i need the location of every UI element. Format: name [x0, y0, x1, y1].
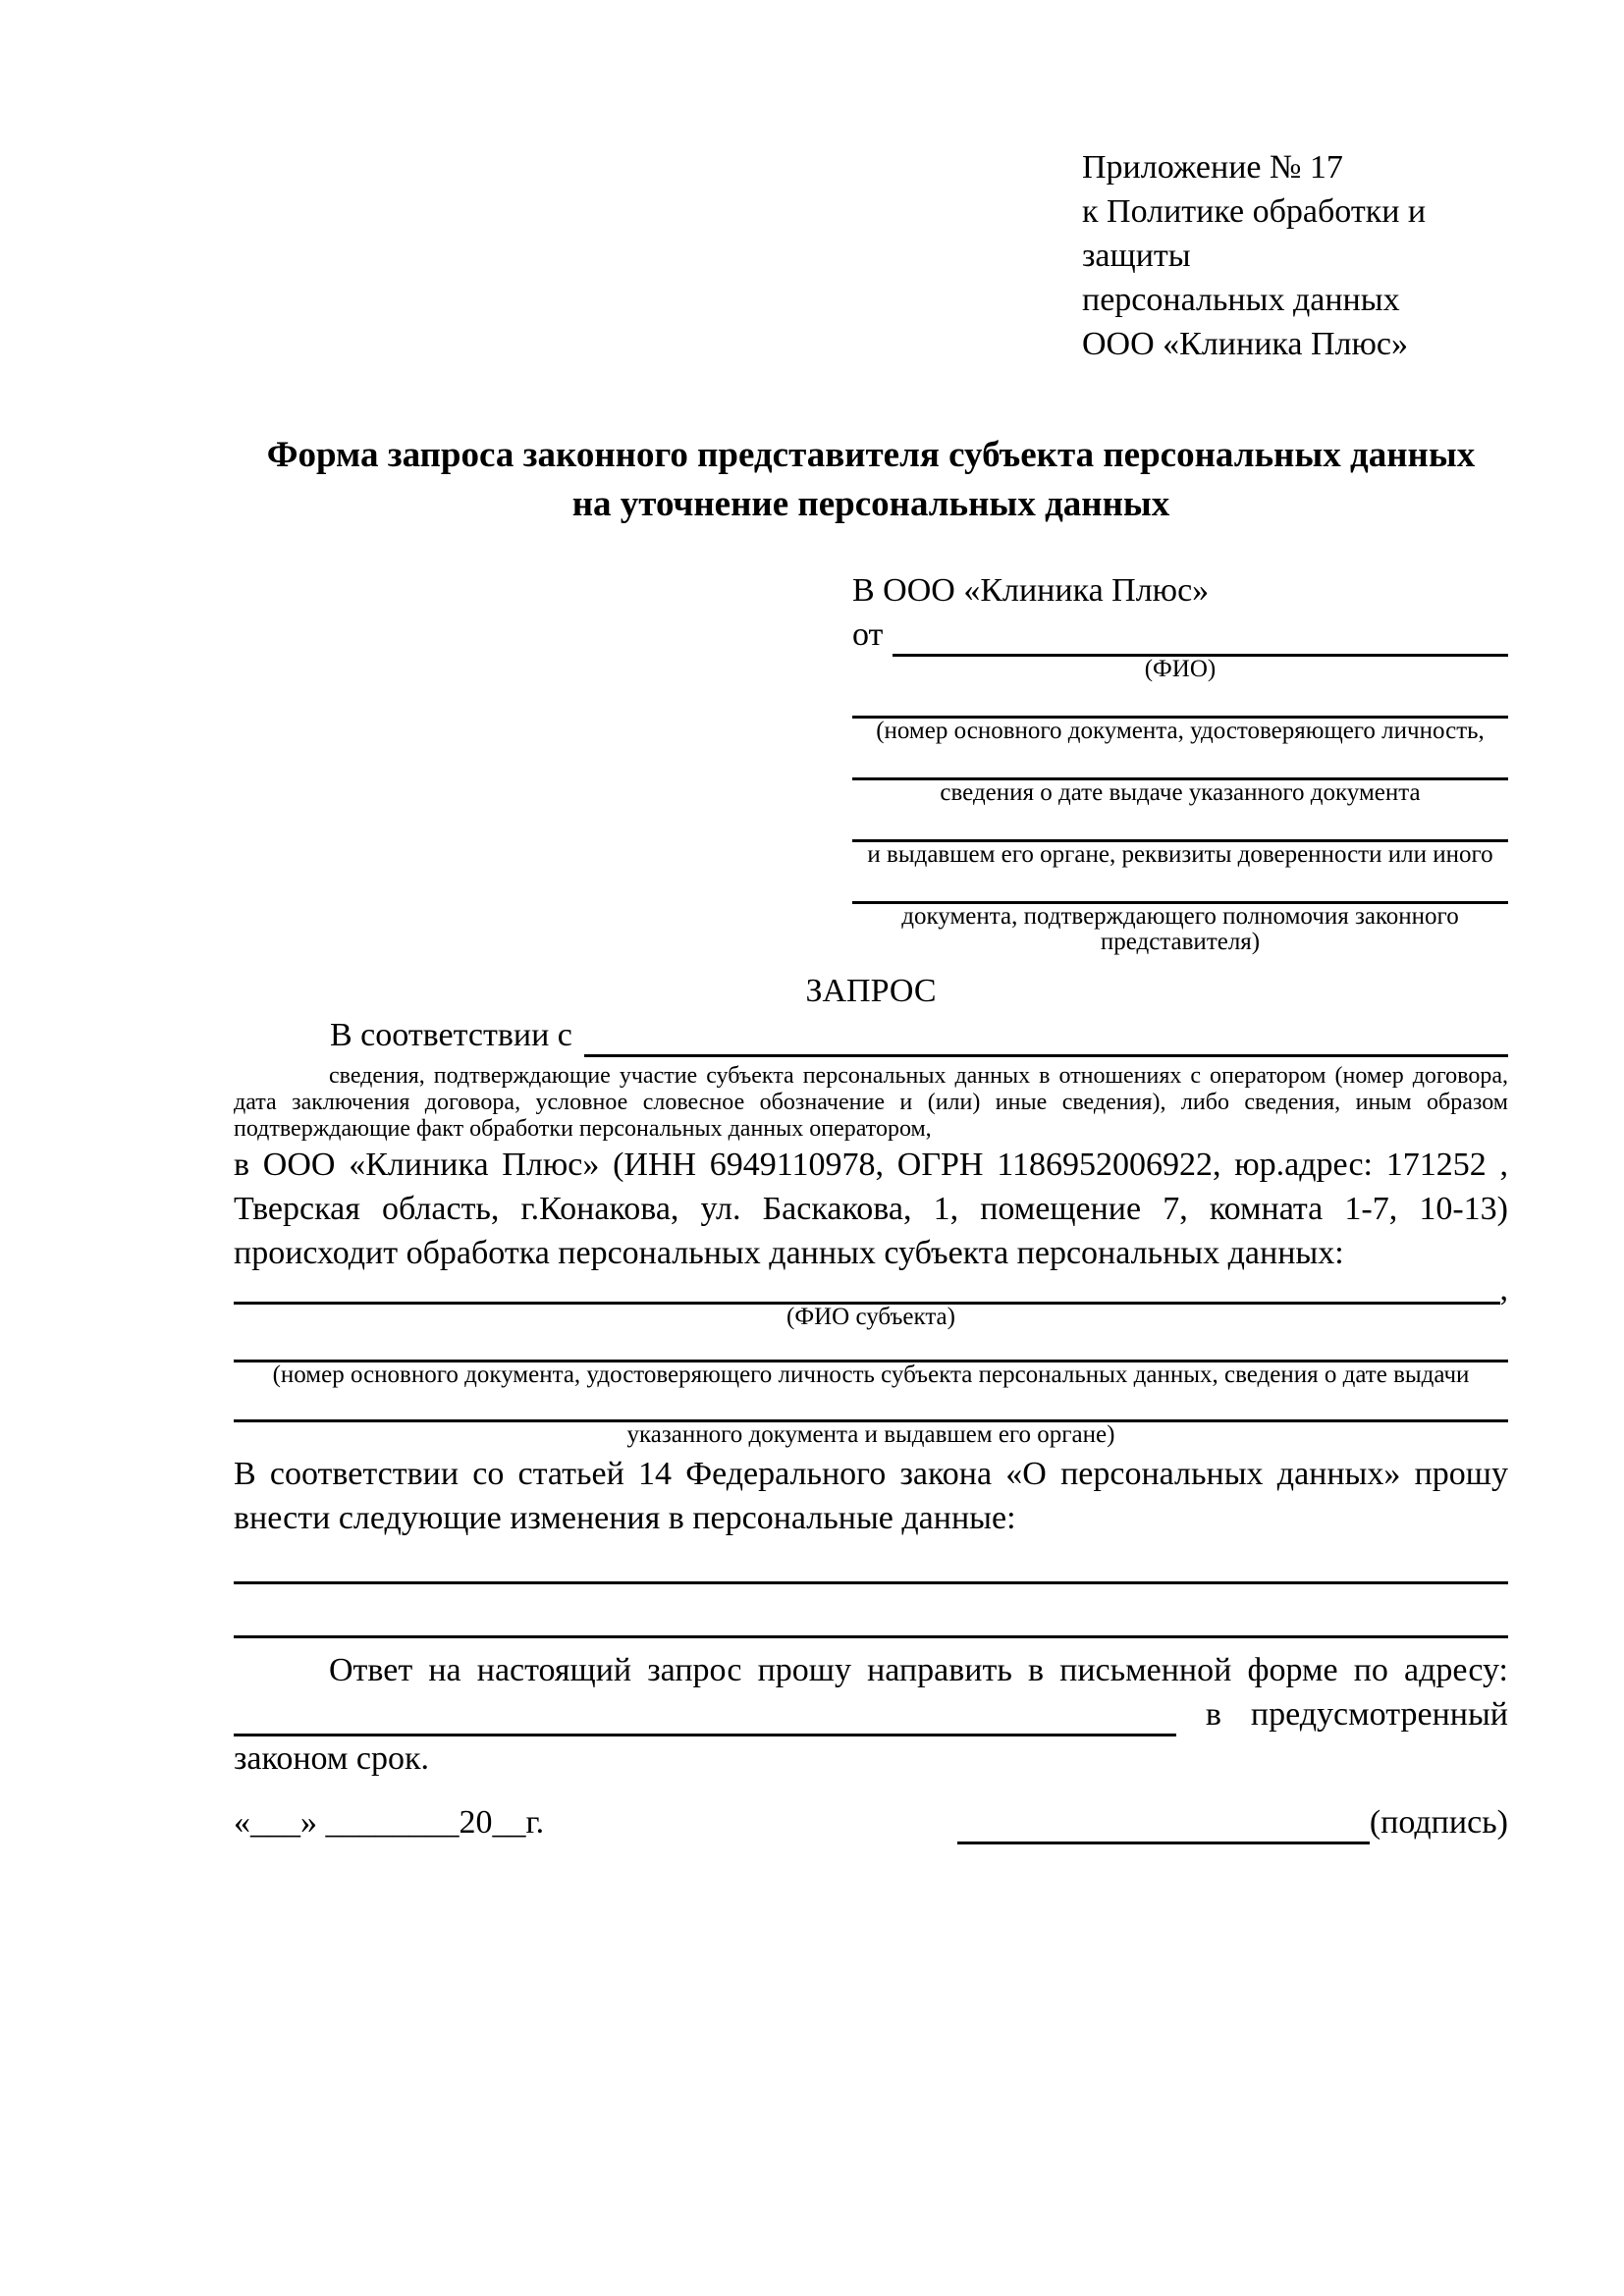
appendix-line-4: ООО «Клиника Плюс»: [1082, 326, 1408, 362]
fine-print-note: сведения, подтверждающие участие субъекта персональных данных в отношениях с оператором (номер договора, дата заключения договора, условное словесное обозначение и (или) иные сведения), либо сведения, иным образом подтверждающие факт обработки персональных данных оператором,: [234, 1063, 1508, 1142]
recipient-organization: В ООО «Клиника Плюс»: [852, 572, 1210, 609]
operator-paragraph: в ООО «Клиника Плюс» (ИНН 6949110978, ОГРН 1186952006922, юр.адрес: 171252 , Тверская область, г.Конакова, ул. Баскакова, 1, помещение 7, комната 1-7, 10-13) происходит обработка персональных данных субъекта персональных данных:: [234, 1147, 1508, 1271]
response-word-v: в: [1205, 1696, 1221, 1733]
signature-field: [957, 1802, 1370, 1844]
subject-fio-caption: (ФИО субъекта): [786, 1304, 955, 1330]
signature-group: [957, 1800, 1508, 1844]
response-word-term: предусмотренный: [1250, 1696, 1508, 1733]
signature-caption: (подпись): [1369, 1804, 1508, 1841]
appendix-line-1: Приложение № 17: [1082, 149, 1343, 186]
fio-caption: (ФИО): [1144, 656, 1217, 682]
appendix-line-2: к Политике обработки и защиты: [1082, 193, 1427, 274]
changes-field-1: [234, 1540, 1508, 1584]
document-title-line-2: на уточнение персональных данных: [571, 484, 1170, 524]
representative-from-row: [852, 613, 1508, 657]
representative-doc-field-4: [852, 868, 1508, 904]
subject-doc-caption-1: (номер основного документа, удостоверяющего личность субъекта персональных данных, сведения о дате выдачи: [272, 1362, 1470, 1388]
subject-doc-field-1: [234, 1330, 1508, 1362]
response-line-2: [234, 1692, 1508, 1736]
appendix-block: [1082, 145, 1508, 366]
response-line-1: Ответ на настоящий запрос прошу направить в письменной форме по адресу:: [329, 1652, 1508, 1688]
response-line-3: законом срок.: [234, 1740, 429, 1777]
from-label: от: [852, 616, 884, 653]
subject-doc-caption-2: указанного документа и выдавшем его органе): [626, 1421, 1115, 1448]
request-heading: ЗАПРОС: [805, 973, 937, 1009]
basis-label: В соответствии с: [330, 1017, 572, 1053]
representative-doc-caption-4: документа, подтверждающего полномочия законного представителя): [901, 903, 1459, 955]
representative-doc-field-2: [852, 744, 1508, 780]
recipient-block: [852, 568, 1508, 955]
appendix-line-3: персональных данных: [1082, 282, 1400, 318]
representative-doc-caption-2: сведения о дате выдаче указанного документа: [940, 779, 1421, 806]
address-field: [234, 1689, 1176, 1736]
subject-fio-row: [234, 1271, 1508, 1308]
representative-doc-caption-3: и выдавшем его органе, реквизиты доверенности или иного: [867, 841, 1493, 868]
document-title-line-1: Форма запроса законного представителя субъекта персональных данных: [266, 435, 1476, 475]
changes-field-2: [234, 1584, 1508, 1638]
footer-row: [234, 1800, 1508, 1844]
basis-field: [584, 1013, 1508, 1057]
subject-fio-field: [234, 1272, 1500, 1305]
representative-doc-field-3: [852, 806, 1508, 842]
representative-fio-field: [893, 613, 1508, 657]
representative-doc-field-1: [852, 682, 1508, 719]
basis-row: [234, 1013, 1508, 1057]
representative-doc-caption-1: (номер основного документа, удостоверяющего личность,: [876, 718, 1485, 744]
date-line: «___» ________20__г.: [234, 1804, 545, 1841]
trailing-comma: ,: [1499, 1271, 1508, 1308]
document-title: [234, 431, 1508, 529]
law-paragraph: В соответствии со статьей 14 Федерального закона «О персональных данных» прошу внести следующие изменения в персональные данные:: [234, 1456, 1508, 1536]
subject-doc-field-2: [234, 1388, 1508, 1422]
